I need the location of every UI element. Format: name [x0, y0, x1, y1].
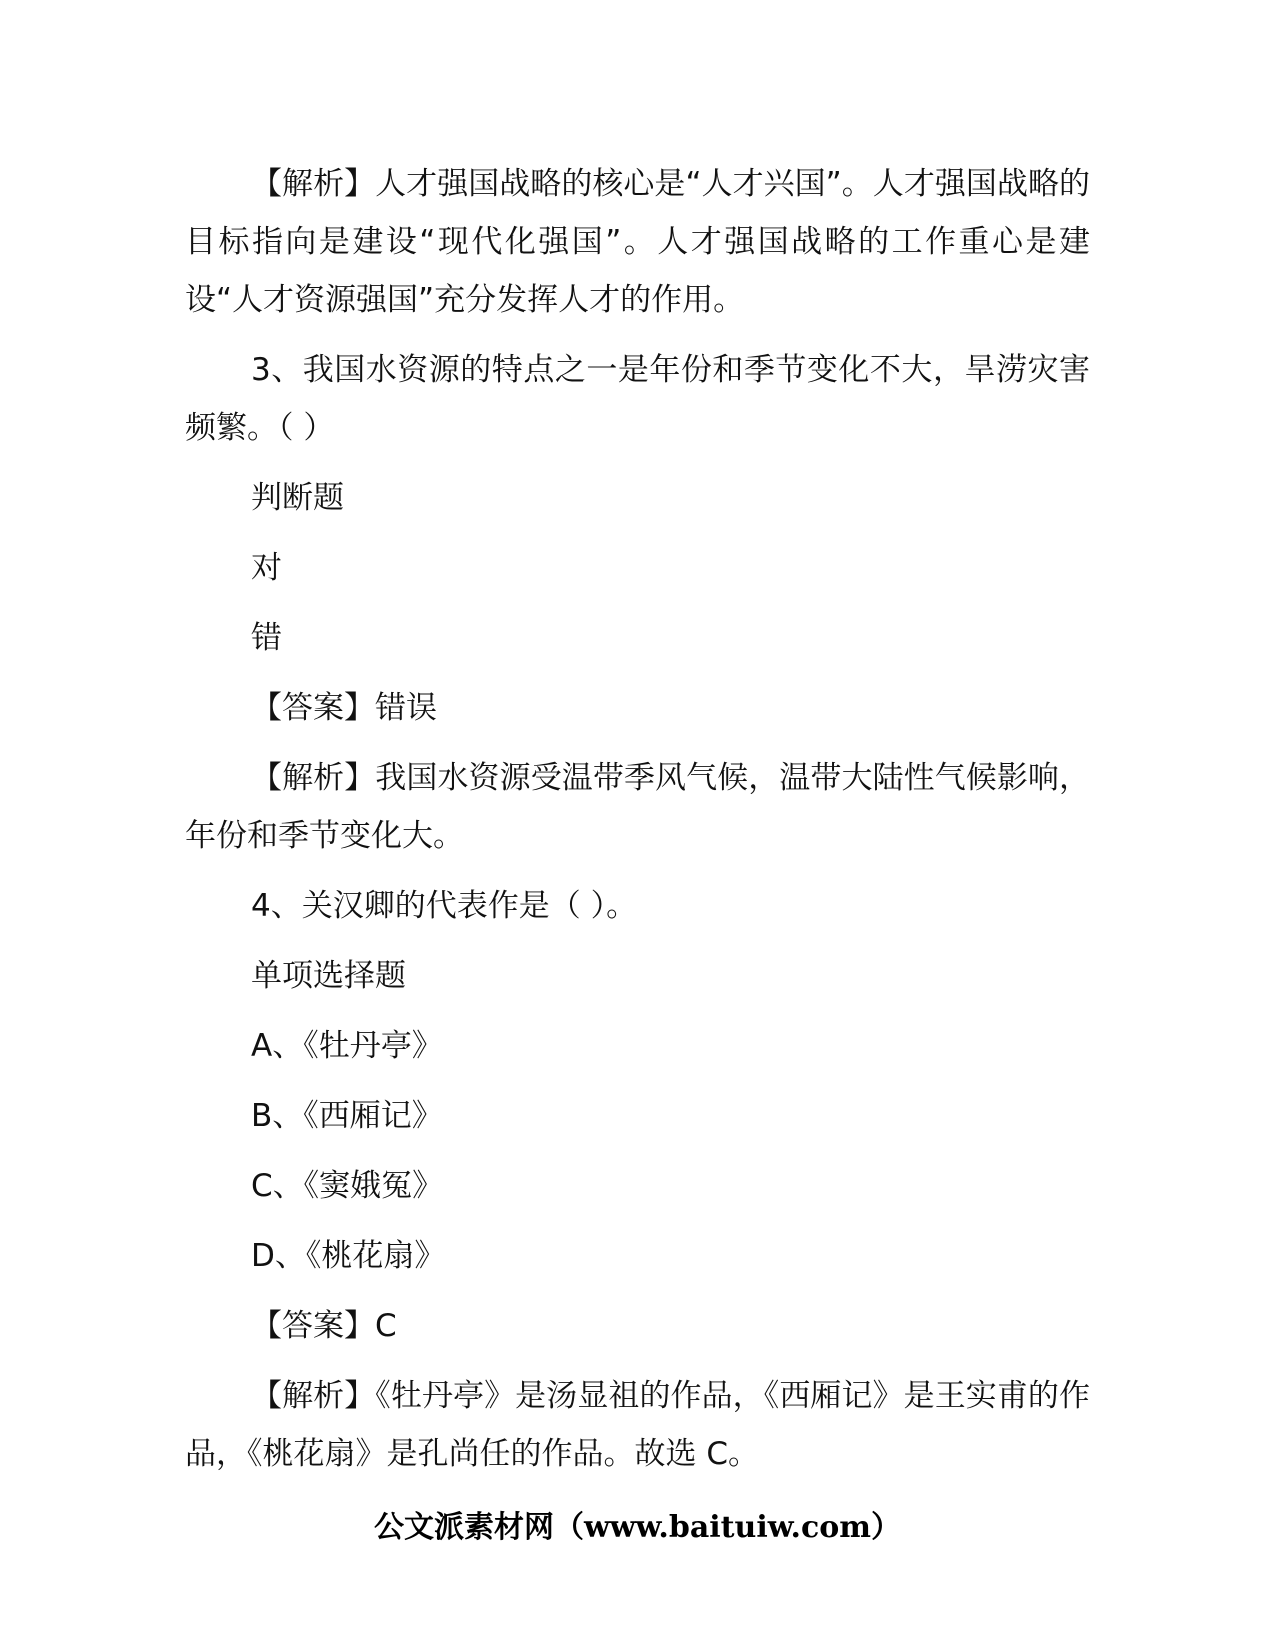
question-4-type: 单项选择题 [251, 958, 406, 994]
question-4-option-b: B、《西厢记》 [251, 1098, 443, 1134]
question-3-option-false: 错 [251, 620, 282, 656]
analysis-q3: 【解析】我国水资源受温带季风气候，温带大陆性气候影响，年份和季节变化大。 [185, 760, 1090, 854]
analysis-q4: 【解析】《牡丹亭》是汤显祖的作品，《西厢记》是王实甫的作品，《桃花扇》是孔尚任的作品。故选 C。 [185, 1378, 1090, 1472]
document-body [185, 155, 1090, 1495]
footer-watermark: 公文派素材网（www.baituiw.com） [373, 1510, 902, 1545]
analysis-q2: 【解析】人才强国战略的核心是“人才兴国”。人才强国战略的目标指向是建设“现代化强国”。人才强国战略的工作重心是建设“人才资源强国”充分发挥人才的作用。 [185, 166, 1090, 318]
question-3-type: 判断题 [251, 480, 344, 516]
question-3: 3、我国水资源的特点之一是年份和季节变化不大，旱涝灾害频繁。（ ） [185, 352, 1090, 446]
answer-q4: 【答案】C [251, 1308, 397, 1344]
question-4-option-c: C、《窦娥冤》 [251, 1168, 444, 1204]
question-3-option-true: 对 [251, 550, 282, 586]
question-4: 4、关汉卿的代表作是（ ）。 [251, 888, 638, 924]
question-4-option-d: D、《桃花扇》 [251, 1238, 446, 1274]
question-4-option-a: A、《牡丹亭》 [251, 1028, 443, 1064]
answer-q3: 【答案】错误 [251, 690, 437, 726]
